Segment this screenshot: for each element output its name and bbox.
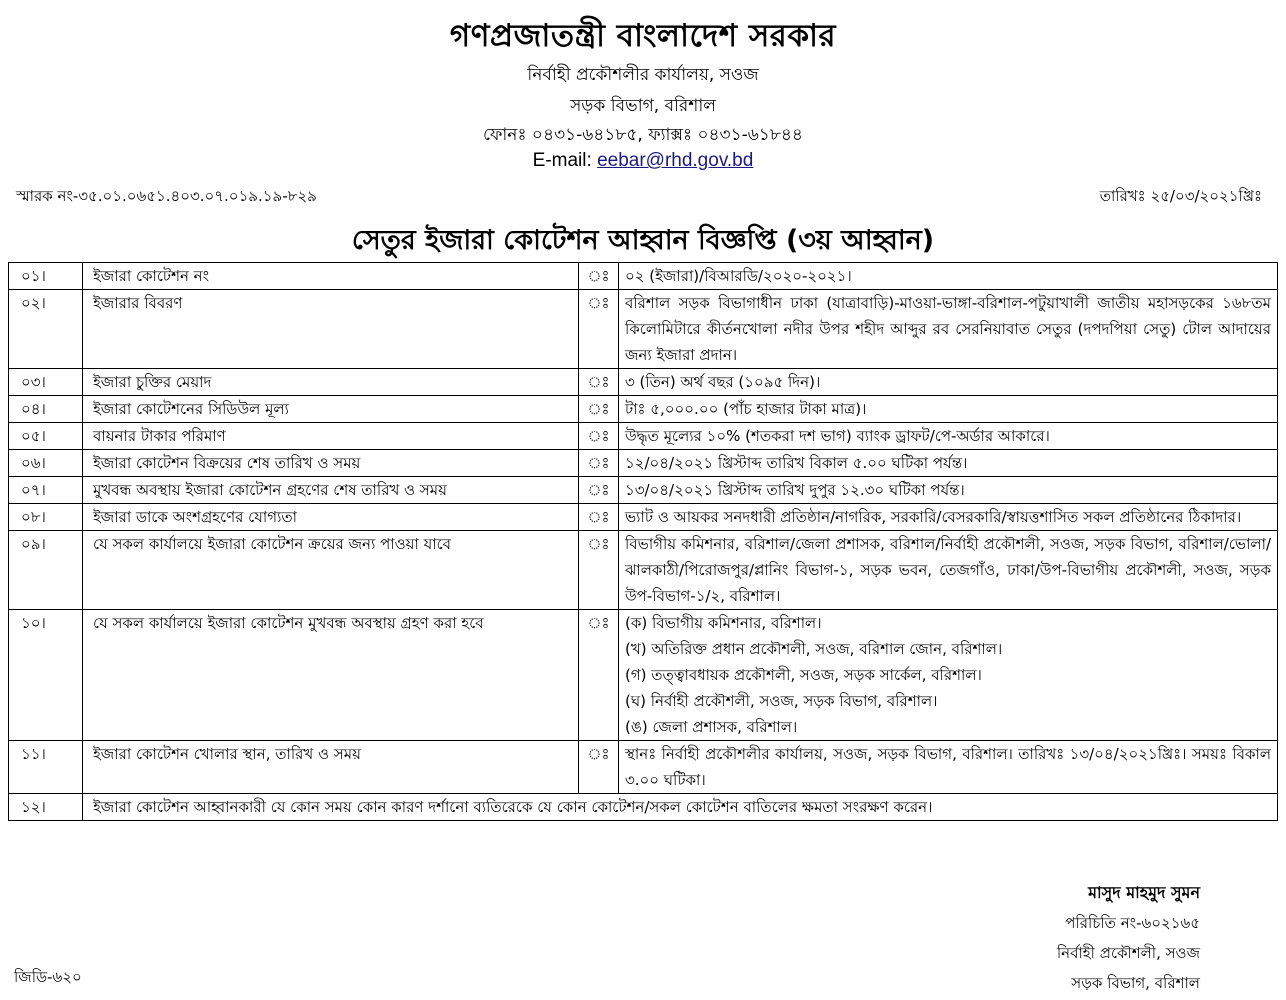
row-value: স্থানঃ নির্বাহী প্রকৌশলীর কার্যালয়, সওজ, সড়ক বিভাগ, বরিশাল। তারিখঃ ১৩/০৪/২০২১খ্রিঃ। সময়ঃ বিকাল ৩.০০ ঘটিকা। [619,741,1278,794]
row-value: ১৩/০৪/২০২১ খ্রিস্টাব্দ তারিখ দুপুর ১২.৩০ ঘটিকা পর্যন্ত। [619,477,1278,504]
email-label: E-mail: [532,150,598,171]
table-row [9,504,1278,531]
row-label: ইজারা কোটেশন বিক্রয়ের শেষ তারিখ ও সময় [83,450,579,477]
table-row [9,610,1278,741]
table-row [9,531,1278,610]
row-value: ০২ (ইজারা)/বিআরডি/২০২০-২০২১। [619,263,1278,290]
signatory-id: পরিচিতি নং-৬০২১৬৫ [1065,914,1200,932]
row-colon: ঃ [579,477,619,504]
division-name: সড়ক বিভাগ, বরিশাল [570,96,716,116]
row-label: ইজারা কোটেশন খোলার স্থান, তারিখ ও সময় [83,741,579,794]
office-list-item: (খ) অতিরিক্ত প্রধান প্রকৌশলী, সওজ, বরিশাল জোন, বরিশাল। [625,640,1003,658]
row-number: ১১। [9,741,83,794]
office-list-item: (ঘ) নির্বাহী প্রকৌশলী, সওজ, সড়ক বিভাগ, বরিশাল। [625,692,938,710]
table-row [9,741,1278,794]
table-row [9,477,1278,504]
row-colon: ঃ [579,423,619,450]
row-label: যে সকল কার্যালয়ে ইজারা কোটেশন মুখবন্ধ অবস্থায় গ্রহণ করা হবে [83,610,579,741]
row-value: বিভাগীয় কমিশনার, বরিশাল/জেলা প্রশাসক, বরিশাল/নির্বাহী প্রকৌশলী, সওজ, সড়ক বিভাগ, বরিশাল/ভোলা/ঝালকাঠী/পিরোজপুর/প্লানিং বিভাগ-১, সড়ক ভবন, তেজগাঁও, ঢাকা/উপ-বিভাগীয় প্রকৌশলী, সওজ, সড়ক উপ-বিভাগ-১/২, বরিশাল। [619,531,1278,610]
row-label: মুখবন্ধ অবস্থায় ইজারা কোটেশন গ্রহণের শেষ তারিখ ও সময় [83,477,579,504]
row-number: ০৭। [9,477,83,504]
gov-title: গণপ্রজাতন্ত্রী বাংলাদেশ সরকার [449,18,837,54]
phone-fax: ফোনঃ ০৪৩১-৬৪১৮৫, ফ্যাক্সঃ ০৪৩১-৬১৮৪৪ [483,125,803,145]
row-colon: ঃ [579,531,619,610]
row-number: ০৯। [9,531,83,610]
office-list-item: (গ) তত্ত্বাবধায়ক প্রকৌশলী, সওজ, সড়ক সার্কেল, বরিশাল। [625,666,982,684]
tender-details-table [8,262,1278,821]
table-row [9,450,1278,477]
notice-date: তারিখঃ ২৫/০৩/২০২১খ্রিঃ [1099,187,1262,205]
row-value: ৩ (তিন) অর্থ বছর (১০৯৫ দিন)। [619,369,1278,396]
row-label: ইজারা চুক্তির মেয়াদ [83,369,579,396]
table-row [9,794,1278,821]
email-link[interactable]: eebar@rhd.gov.bd [597,150,754,171]
row-number: ১২। [9,794,83,821]
row-colon: ঃ [579,504,619,531]
notice-title: সেতুর ইজারা কোটেশন আহ্বান বিজ্ঞপ্তি (৩য় আহ্বান) [351,225,935,256]
row-number: ০৩। [9,369,83,396]
row-number: ০২। [9,290,83,369]
row-colon: ঃ [579,741,619,794]
row-label: ইজারা কোটেশন নং [83,263,579,290]
row-label: ইজারা ডাকে অংশগ্রহণের যোগ্যতা [83,504,579,531]
office-name: নির্বাহী প্রকৌশলীর কার্যালয়, সওজ [527,65,759,85]
signatory-division: সড়ক বিভাগ, বরিশাল [1071,974,1200,992]
gd-number: জিডি-৬২০ [14,968,82,986]
row-number: ০৪। [9,396,83,423]
row-value: ১২/০৪/২০২১ খ্রিস্টাব্দ তারিখ বিকাল ৫.০০ ঘটিকা পর্যন্ত। [619,450,1278,477]
table-row [9,369,1278,396]
office-list-item: (ঙ) জেলা প্রশাসক, বরিশাল। [625,718,798,736]
row-colon: ঃ [579,396,619,423]
row-number: ০৬। [9,450,83,477]
row-number: ০৫। [9,423,83,450]
row-value: উদ্ধৃত মূল্যের ১০% (শতকরা দশ ভাগ) ব্যাংক ড্রাফট/পে-অর্ডার আকারে। [619,423,1278,450]
table-row [9,396,1278,423]
signatory-designation: নির্বাহী প্রকৌশলী, সওজ [1056,944,1200,962]
row-number: ১০। [9,610,83,741]
row-full-text: ইজারা কোটেশন আহ্বানকারী যে কোন সময় কোন কারণ দর্শানো ব্যতিরেকে যে কোন কোটেশন/সকল কোটেশন বাতিলের ক্ষমতা সংরক্ষণ করেন। [83,794,1278,821]
signature-block [1057,878,1200,998]
row-label: ইজারার বিবরণ [83,290,579,369]
table-row [9,423,1278,450]
signatory-name: মাসুদ মাহমুদ সুমন [1088,883,1200,902]
row-number: ০১। [9,263,83,290]
row-colon: ঃ [579,290,619,369]
office-list-item: (ক) বিভাগীয় কমিশনার, বরিশাল। [625,614,822,632]
row-label: ইজারা কোটেশনের সিডিউল মূল্য [83,396,579,423]
row-value: ভ্যাট ও আয়কর সনদধারী প্রতিষ্ঠান/নাগরিক, সরকারি/বেসরকারি/স্বায়ত্তশাসিত সকল প্রতিষ্ঠানের ঠিকাদার। [619,504,1278,531]
row-number: ০৮। [9,504,83,531]
row-colon: ঃ [579,610,619,741]
row-colon: ঃ [579,263,619,290]
row-colon: ঃ [579,369,619,396]
email-line [0,150,1286,172]
row-value-list [619,610,1278,741]
row-value: বরিশাল সড়ক বিভাগাধীন ঢাকা (যাত্রাবাড়ি)-মাওয়া-ভাঙ্গা-বরিশাল-পটুয়াখালী জাতীয় মহাসড়কের ১৬৮তম কিলোমিটারে কীর্তনখোলা নদীর উপর শহীদ আব্দুর রব সেরনিয়াবাত সেতুর (দপদপিয়া সেতু) টোল আদায়ের জন্য ইজারা প্রদান। [619,290,1278,369]
table-row [9,290,1278,369]
row-label: যে সকল কার্যালয়ে ইজারা কোটেশন ক্রয়ের জন্য পাওয়া যাবে [83,531,579,610]
memo-number: স্মারক নং-৩৫.০১.০৬৫১.৪০৩.০৭.০১৯.১৯-৮২৯ [16,187,317,205]
row-value: টাঃ ৫,০০০.০০ (পাঁচ হাজার টাকা মাত্র)। [619,396,1278,423]
row-label: বায়নার টাকার পরিমাণ [83,423,579,450]
row-colon: ঃ [579,450,619,477]
table-row [9,263,1278,290]
